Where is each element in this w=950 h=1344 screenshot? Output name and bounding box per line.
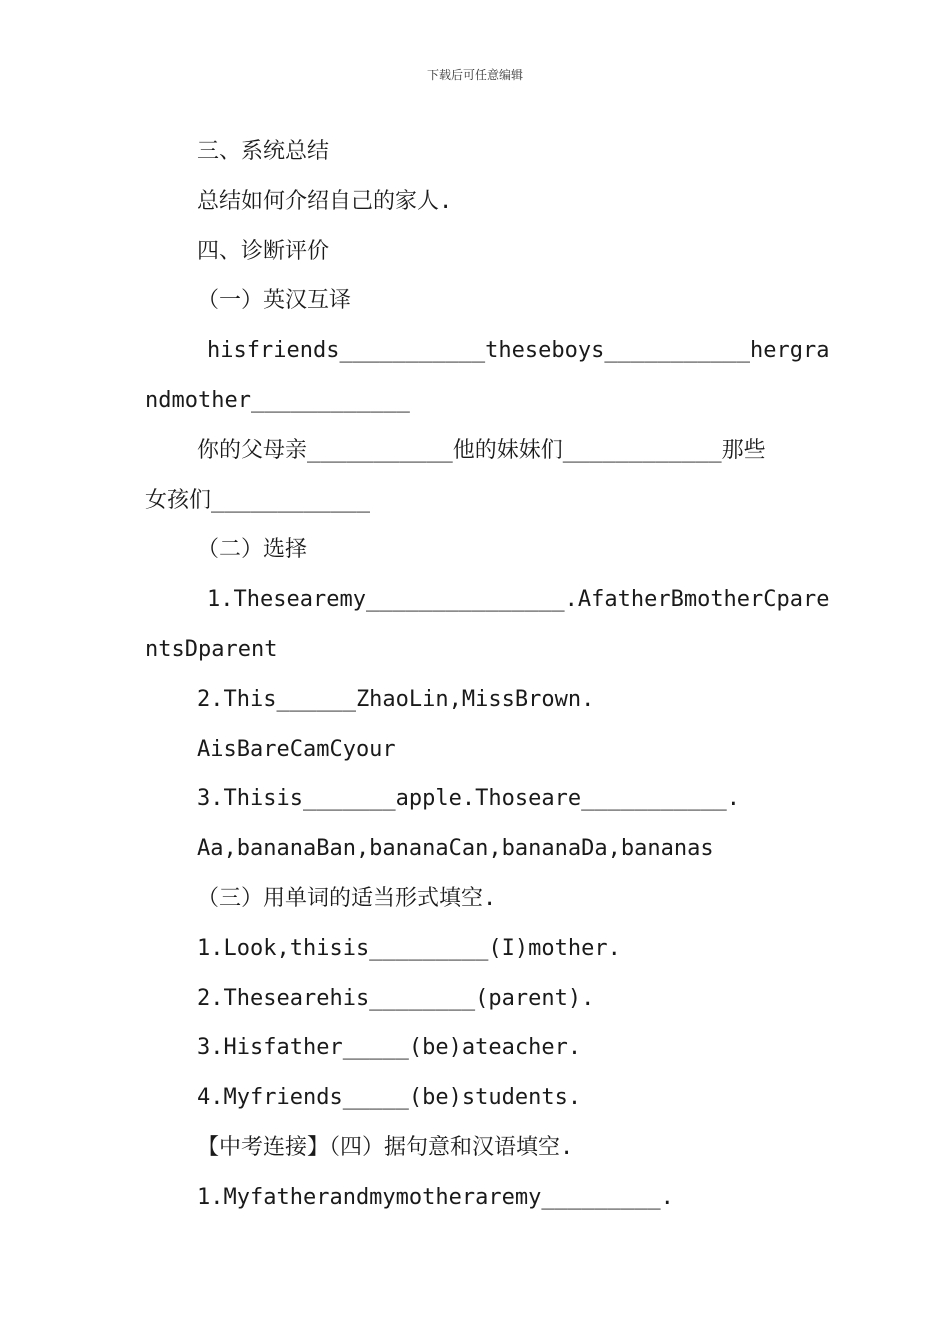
exercise-line: 2.This______ZhaoLin,MissBrown.: [197, 686, 595, 712]
exercise-line: 3.Hisfather_____(be)ateacher.: [197, 1035, 582, 1061]
exercise-line: 2.Thesearehis________(parent).: [197, 985, 595, 1011]
paragraph-summary: 总结如何介绍自己的家人.: [197, 188, 453, 214]
exercise-line: ndmother____________: [145, 387, 410, 413]
subsection-heading-translation: （一）英汉互译: [197, 288, 352, 314]
exercise-line: 4.Myfriends_____(be)students.: [197, 1085, 582, 1111]
section-heading-evaluation: 四、诊断评价: [197, 238, 330, 264]
exercise-options: AisBareCamCyour: [197, 736, 396, 762]
exercise-line: ntsDparent: [145, 636, 278, 662]
exercise-line: 1.Look,thisis_________(I)mother.: [197, 935, 621, 961]
subsection-heading-fill: （三）用单词的适当形式填空.: [197, 885, 497, 911]
exercise-line: 你的父母亲___________他的妹妹们____________那些: [197, 437, 766, 463]
exercise-options: Aa,bananaBan,bananaCan,bananaDa,bananas: [197, 836, 714, 862]
exercise-line: 1.Thesearemy_______________.AfatherBmotherCpare: [207, 587, 830, 613]
exercise-line: 1.Myfatherandmymotheraremy_________.: [197, 1184, 674, 1210]
section-heading-summary: 三、系统总结: [197, 139, 330, 164]
page-header: 下载后可任意编辑: [426, 68, 523, 82]
document-body: [145, 127, 830, 1223]
exercise-line: 女孩们____________: [145, 487, 370, 513]
exercise-line: hisfriends___________theseboys___________hergra: [207, 338, 830, 364]
subsection-heading-exam-link: 【中考连接】（四）据句意和汉语填空.: [197, 1134, 574, 1160]
subsection-heading-choice: （二）选择: [197, 537, 308, 563]
exercise-line: 3.Thisis_______apple.Thoseare___________.: [197, 786, 741, 812]
